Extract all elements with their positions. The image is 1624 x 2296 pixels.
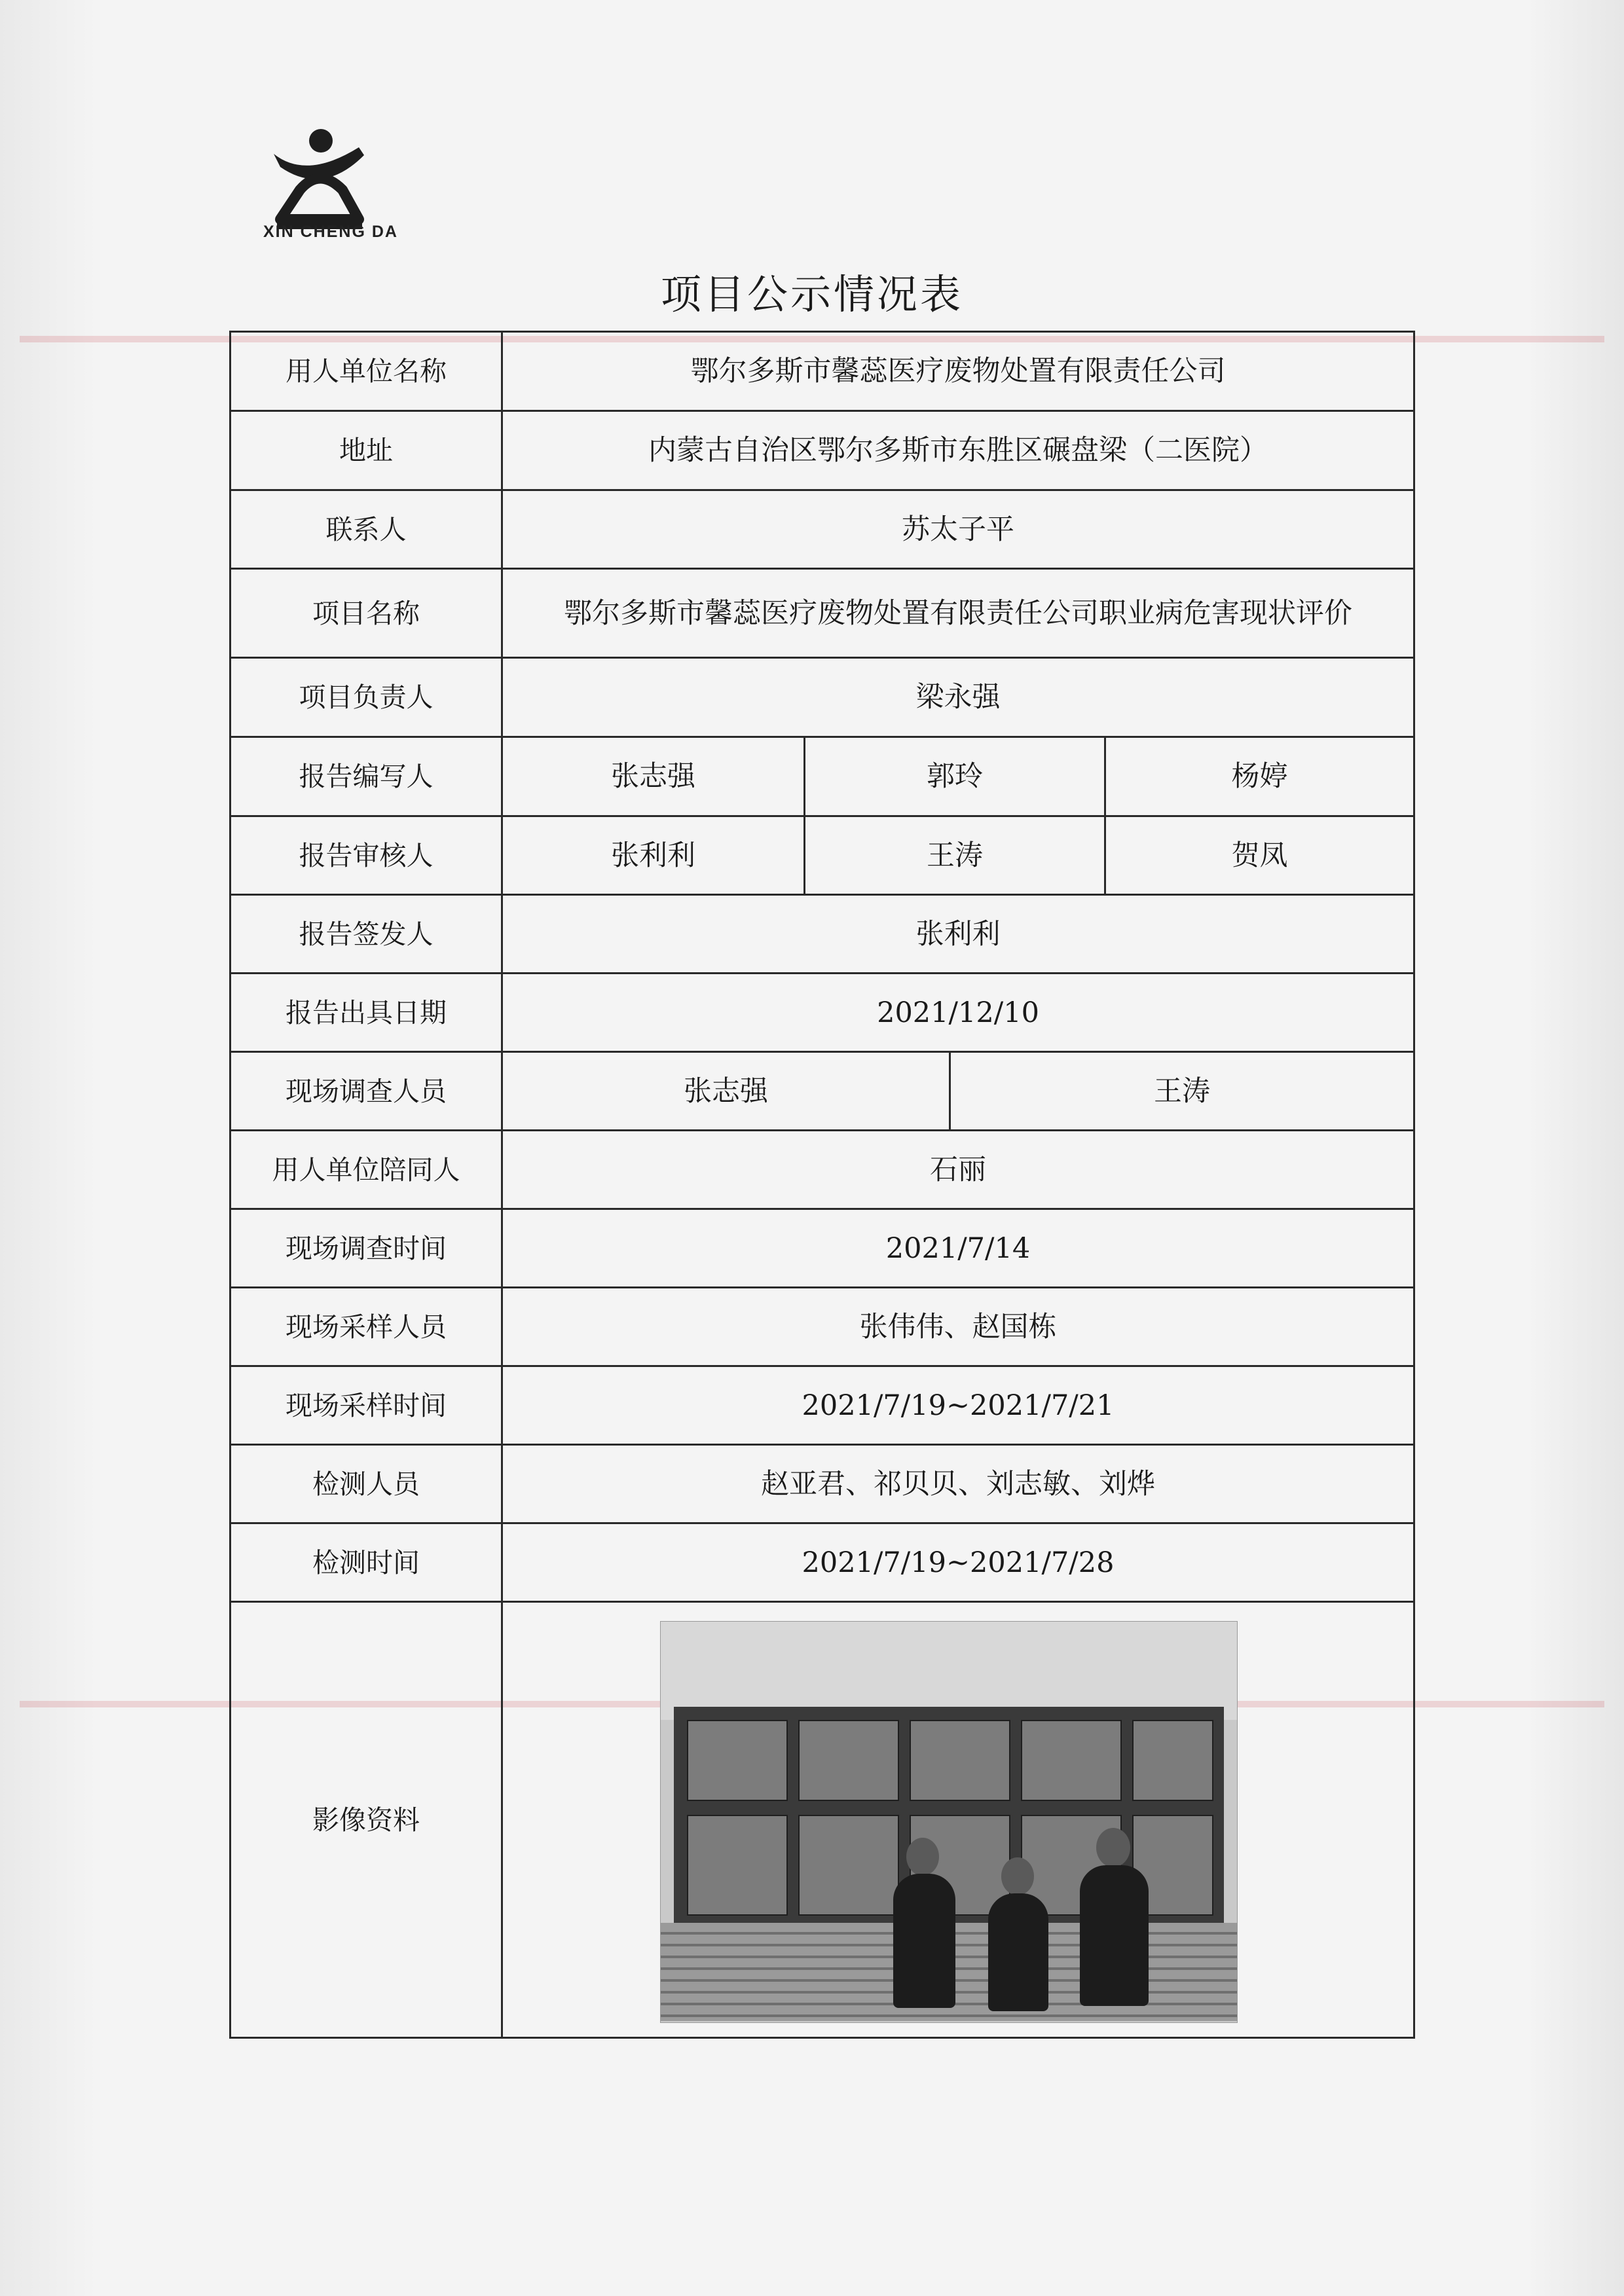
address-label: 地址	[231, 411, 502, 490]
table-row	[231, 411, 1414, 490]
table-row	[231, 1288, 1414, 1366]
reviewer-3: 贺凤	[1105, 816, 1414, 895]
images-cell	[502, 1602, 1414, 2038]
table-row	[231, 658, 1414, 737]
employer-label: 用人单位名称	[231, 332, 502, 411]
sampling-time-label: 现场采样时间	[231, 1366, 502, 1445]
survey-staff-2: 王涛	[950, 1052, 1414, 1131]
writer-1: 张志强	[502, 737, 805, 816]
testers-label: 检测人员	[231, 1445, 502, 1523]
survey-staff-label: 现场调查人员	[231, 1052, 502, 1131]
issue-date-value: 2021/12/10	[502, 974, 1414, 1052]
writers-label: 报告编写人	[231, 737, 502, 816]
test-time-value: 2021/7/19~2021/7/28	[502, 1523, 1414, 1602]
writer-2: 郭玲	[805, 737, 1105, 816]
project-name-value: 鄂尔多斯市馨蕊医疗废物处置有限责任公司职业病危害现状评价	[502, 569, 1414, 658]
test-time-label: 检测时间	[231, 1523, 502, 1602]
sampling-staff-value: 张伟伟、赵国栋	[502, 1288, 1414, 1366]
table-row	[231, 490, 1414, 569]
employer-value: 鄂尔多斯市馨蕊医疗废物处置有限责任公司	[502, 332, 1414, 411]
table-row	[231, 816, 1414, 895]
survey-time-value: 2021/7/14	[502, 1209, 1414, 1288]
project-lead-label: 项目负责人	[231, 658, 502, 737]
reviewers-label: 报告审核人	[231, 816, 502, 895]
contact-value: 苏太子平	[502, 490, 1414, 569]
table-row	[231, 332, 1414, 411]
issue-date-label: 报告出具日期	[231, 974, 502, 1052]
contact-label: 联系人	[231, 490, 502, 569]
table-row	[231, 1052, 1414, 1131]
company-logo-text: XIN CHENG DA	[263, 223, 398, 241]
issuer-value: 张利利	[502, 895, 1414, 974]
table-row	[231, 1523, 1414, 1602]
table-row	[231, 1366, 1414, 1445]
page-title: 项目公示情况表	[660, 270, 963, 318]
table-row	[231, 895, 1414, 974]
survey-time-label: 现场调查时间	[231, 1209, 502, 1288]
table-row	[231, 1131, 1414, 1209]
writer-3: 杨婷	[1105, 737, 1414, 816]
table-row	[231, 1602, 1414, 2038]
table-row	[231, 1209, 1414, 1288]
address-value: 内蒙古自治区鄂尔多斯市东胜区碾盘梁（二医院）	[502, 411, 1414, 490]
images-label: 影像资料	[231, 1602, 502, 2038]
escort-label: 用人单位陪同人	[231, 1131, 502, 1209]
sampling-time-value: 2021/7/19~2021/7/21	[502, 1366, 1414, 1445]
escort-value: 石丽	[502, 1131, 1414, 1209]
project-lead-value: 梁永强	[502, 658, 1414, 737]
sampling-staff-label: 现场采样人员	[231, 1288, 502, 1366]
testers-value: 赵亚君、祁贝贝、刘志敏、刘烨	[502, 1445, 1414, 1523]
table-row	[231, 974, 1414, 1052]
project-info-table	[229, 331, 1415, 2039]
site-photo	[660, 1621, 1238, 2023]
issuer-label: 报告签发人	[231, 895, 502, 974]
table-row	[231, 737, 1414, 816]
table-row	[231, 569, 1414, 658]
reviewer-1: 张利利	[502, 816, 805, 895]
table-row	[231, 1445, 1414, 1523]
reviewer-2: 王涛	[805, 816, 1105, 895]
project-name-label: 项目名称	[231, 569, 502, 658]
survey-staff-1: 张志强	[502, 1052, 950, 1131]
